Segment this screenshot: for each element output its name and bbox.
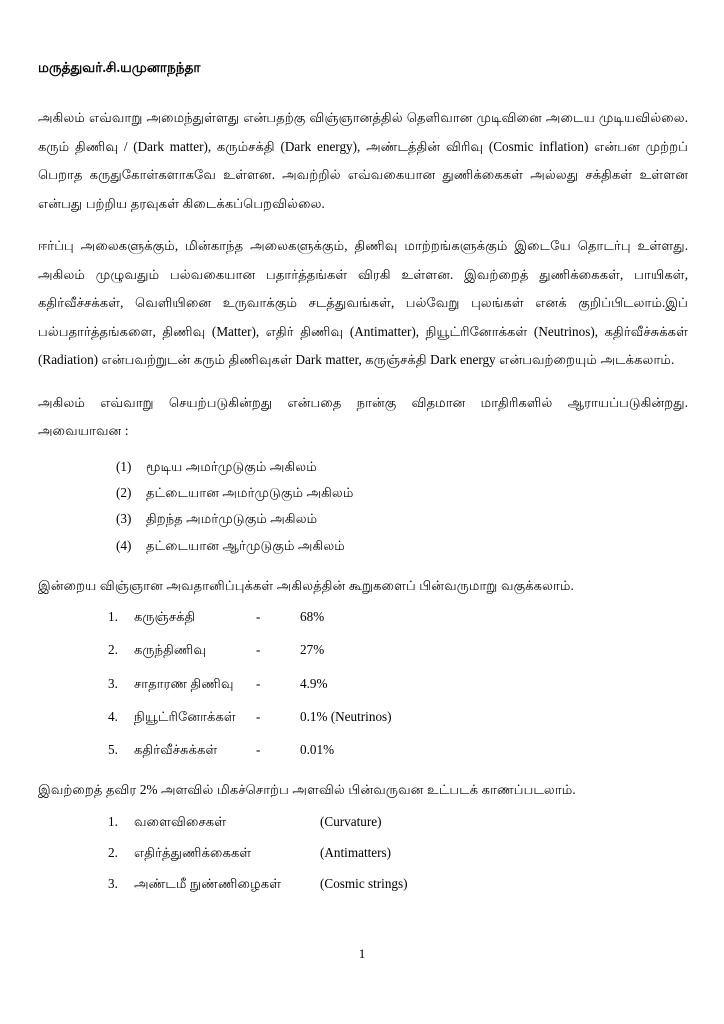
list-marker: (1) — [116, 458, 132, 474]
component-label: அண்டமீ நுண்ணிழைகள் — [134, 876, 282, 892]
table-row — [38, 815, 688, 828]
table-row — [38, 710, 688, 723]
paragraph-matter-types: ஈர்ப்பு அலைகளுக்கும், மின்காந்த அலைகளுக்கும், திணிவு மாற்றங்களுக்கும் இடையே தொடர்பு உள்ளது. அகிலம் முழுவதும் பல்வகையான பதார்த்தங்கள் விரகி உள்ளன. இவற்றைத் துணிக்கைகள், பாயிகள், கதிர்வீச்சக்கள், வெளியினை உருவாக்கும் சடத்துவங்கள், பல்வேறு புலங்கள் எனக் குறிப்பிடலாம்.இப் பல்பதார்த்தங்களை, திணிவு (Matter), எதிர் திணிவு (Antimatter), நியூட்ரினோக்கள் (Neutrinos), கதிர்வீச்சுக்கள் (Radiation) என்பவற்றுடன் கரும் திணிவுகள் Dark matter, கருஞ்சக்தி Dark energy என்பவற்றையும் அடக்கலாம். — [38, 238, 688, 368]
list-item-label: தட்டையான ஆர்முடுகும் அகிலம் — [146, 537, 345, 553]
list-item-label: திறந்த அமர்முடுகும் அகிலம் — [146, 511, 318, 527]
separator-dash: - — [256, 642, 261, 658]
minor-components-list — [38, 815, 688, 891]
universe-models-list — [38, 460, 688, 552]
list-item — [38, 486, 688, 499]
list-marker: 3. — [108, 675, 118, 691]
list-marker: 1. — [108, 609, 118, 625]
table-row — [38, 877, 688, 890]
list-marker: (3) — [116, 511, 132, 527]
component-value: 4.9% — [300, 675, 328, 691]
component-gloss: (Curvature) — [320, 813, 382, 829]
component-label: வளைவிசைகள் — [134, 813, 227, 829]
component-label: கதிர்வீச்சுக்கள் — [134, 742, 218, 758]
separator-dash: - — [256, 609, 261, 625]
list-item-label: மூடிய அமர்முடுகும் அகிலம் — [146, 458, 317, 474]
paragraph-composition-intro: இன்றைய விஞ்ஞான அவதானிப்புக்கள் அகிலத்தின் கூறுகளைப் பின்வருமாறு வகுக்கலாம். — [38, 577, 574, 593]
list-marker: 3. — [108, 876, 118, 892]
paragraph-models-intro: அகிலம் எவ்வாறு செயற்படுகின்றது என்பதை நான்கு விதமான மாதிரிகளில் ஆராயப்படுகின்றது. அவையாவன : — [38, 394, 688, 439]
list-item — [38, 460, 688, 473]
separator-dash: - — [256, 742, 261, 758]
table-row — [38, 677, 688, 690]
component-value: 0.1% (Neutrinos) — [300, 708, 392, 724]
list-marker: 1. — [108, 813, 118, 829]
paragraph-minor-intro: இவற்றைத் தவிர 2% அளவில் மிகச்சொற்ப அளவில் பின்வருவன உட்படக் காணப்படலாம். — [38, 782, 576, 798]
list-item-label: தட்டையான அமர்முடுகும் அகிலம் — [146, 485, 354, 501]
component-label: நியூட்ரினோக்கள் — [134, 708, 236, 724]
component-label: கருந்திணிவு — [134, 642, 207, 658]
component-value: 27% — [300, 642, 325, 658]
component-value: 0.01% — [300, 742, 335, 758]
list-marker: (4) — [116, 537, 132, 553]
list-marker: (2) — [116, 485, 132, 501]
page-number: 1 — [358, 946, 366, 961]
component-gloss: (Cosmic strings) — [320, 876, 408, 892]
component-label: சாதாரண திணிவு — [134, 675, 234, 691]
table-row — [38, 610, 688, 623]
component-label: எதிர்த்துணிக்கைகள் — [134, 844, 252, 860]
paragraph-intro: அகிலம் எவ்வாறு அமைந்துள்ளது என்பதற்கு விஞ்ஞானத்தில் தெளிவான முடிவினை அடைய முடியவில்லை. கரும் திணிவு / (Dark matter), கரும்சக்தி (Dark energy), அண்டத்தின் விரிவு (Cosmic inflation) என்பன முற்றப் பெறாத கருதுகோள்களாகவே உள்ளன. அவற்றில் எவ்வகையான துணிக்கைகள் அல்லது சக்திகள் உள்ளன என்பது பற்றிய தரவுகள் கிடைக்கப்பெறவில்லை. — [38, 110, 688, 211]
list-marker: 4. — [108, 708, 118, 724]
list-item — [38, 512, 688, 525]
table-row — [38, 846, 688, 859]
separator-dash: - — [256, 675, 261, 691]
list-marker: 2. — [108, 642, 118, 658]
composition-list — [38, 610, 688, 756]
component-value: 68% — [300, 609, 325, 625]
component-gloss: (Antimatters) — [320, 844, 392, 860]
page-title: மருத்துவர்.சி.யமுனாநந்தா — [38, 60, 201, 75]
list-item — [38, 539, 688, 552]
component-label: கருஞ்சக்தி — [134, 609, 196, 625]
separator-dash: - — [256, 708, 261, 724]
list-marker: 5. — [108, 742, 118, 758]
list-marker: 2. — [108, 844, 118, 860]
table-row — [38, 643, 688, 656]
table-row — [38, 743, 688, 756]
